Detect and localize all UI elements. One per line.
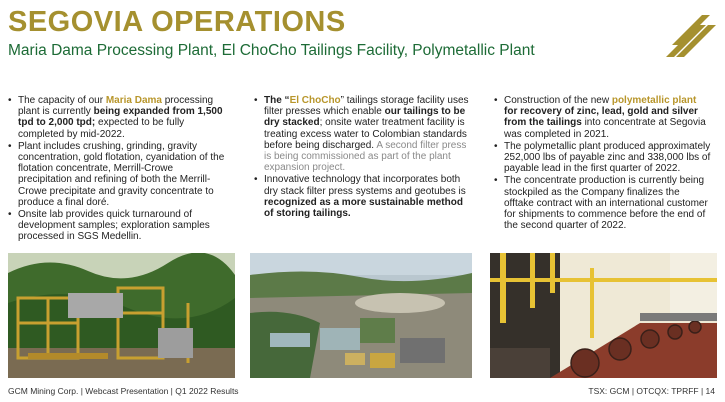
bullet-text: The capacity of our — [18, 95, 106, 106]
footer-right: TSX: GCM | OTCQX: TPRFF | 14 — [588, 386, 715, 396]
slide-title: SEGOVIA OPERATIONS — [8, 6, 346, 38]
bullet-text: A second filter press is being commissioned as part of the plant expansion project. — [264, 139, 467, 174]
bullet-item — [8, 141, 226, 208]
bullet-text: Plant includes crushing, grinding, gravity concentration, gold flotation, cyanidation of the flotation concentrate, Merrill-Crowe precipitation and refining of both the Merrill-Crowe precipitate and gravity concentrate to produce a final doré. — [18, 140, 225, 208]
photo-polymetallic-plant — [490, 253, 717, 378]
bullet-text: into concentrate at Segovia was completed in 2021. — [504, 117, 706, 140]
bullet-text: expected to be fully completed by mid-2022. — [18, 117, 185, 140]
bullet-text: Onsite lab provides quick turnaround of development samples; exploration samples processed in SGS Medellin. — [18, 209, 210, 243]
bullet-text: our tailings to be dry stacked — [264, 106, 466, 129]
bullet-item — [494, 95, 712, 140]
column-el-chocho — [254, 95, 472, 220]
bullet-item — [8, 95, 226, 140]
bullet-text: polymetallic plant — [611, 95, 697, 106]
bullet-item — [494, 175, 712, 231]
photo-el-chocho-tailings — [250, 253, 472, 378]
bullet-text: The polymetallic plant produced approximately 252,000 lbs of payable zinc and 338,000 lbs of payable lead in the first quarter of 2022. — [504, 140, 711, 175]
column-polymetallic — [494, 95, 712, 232]
footer-left: GCM Mining Corp. | Webcast Presentation | Q1 2022 Results — [8, 386, 239, 396]
bullet-text: Maria Dama — [105, 95, 162, 106]
bullet-item — [254, 174, 472, 219]
bullet-text: recognized as a more sustainable method of storing tailings. — [264, 196, 463, 220]
bullet-text: The “ — [264, 95, 290, 106]
bullet-text: processing plant is currently — [18, 95, 214, 118]
bullet-text: Innovative technology that incorporates both dry stack filter press systems and geotubes is — [264, 174, 466, 197]
bullet-text: ” tailings storage facility uses filter presses which enable — [264, 95, 469, 118]
bullet-text: El ChoCho — [289, 95, 341, 106]
bullet-text: for recovery of zinc, lead, gold and silver from the tailings — [504, 106, 698, 129]
bullet-item — [494, 141, 712, 175]
bullet-text: Construction of the new — [504, 95, 612, 106]
bullet-item — [254, 95, 472, 173]
gcm-logo-icon — [666, 15, 716, 57]
slide-subtitle: Maria Dama Processing Plant, El ChoCho Tailings Facility, Polymetallic Plant — [8, 42, 535, 59]
bullet-text: being expanded from 1,500 tpd to 2,000 tpd; — [18, 106, 223, 129]
photo-maria-dama-plant — [8, 253, 235, 378]
column-maria-dama — [8, 95, 226, 244]
bullet-text: The concentrate production is currently being stockpiled as the Company finalizes the offtake contract with an international customer for shipments to commence before the end of the second quarter of 2022. — [504, 175, 708, 232]
bullet-text: ; onsite water treatment facility is treating excess water to Colombian standards before being discharged. — [264, 117, 467, 151]
bullet-item — [8, 209, 226, 243]
